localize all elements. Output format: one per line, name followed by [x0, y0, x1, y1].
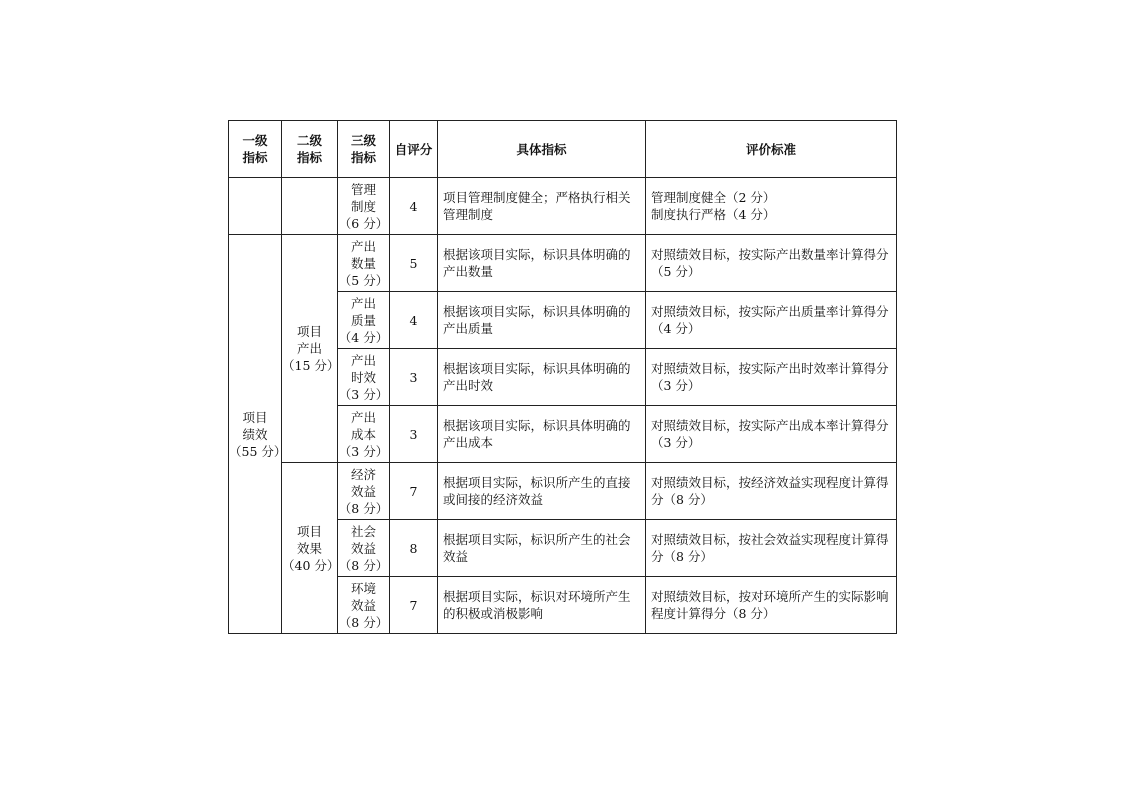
criteria-cell: 对照绩效目标，按实际产出成本率计算得分（3 分） [646, 406, 897, 463]
score-cell: 3 [390, 349, 438, 406]
indicator-cell: 根据项目实际，标识对环境所产生的积极或消极影响 [438, 577, 646, 634]
criteria-cell: 对照绩效目标，按实际产出数量率计算得分（5 分） [646, 235, 897, 292]
criteria-cell: 对照绩效目标，按实际产出时效率计算得分（3 分） [646, 349, 897, 406]
level2-project-effect: 项目 效果 （40 分） [282, 463, 338, 634]
level3-cell: 产出 质量 （4 分） [338, 292, 390, 349]
header-indicator: 具体指标 [438, 121, 646, 178]
indicator-cell: 根据项目实际，标识所产生的社会效益 [438, 520, 646, 577]
score-cell: 7 [390, 577, 438, 634]
criteria-cell: 对照绩效目标，按实际产出质量率计算得分（4 分） [646, 292, 897, 349]
indicator-cell: 根据该项目实际，标识具体明确的产出时效 [438, 349, 646, 406]
criteria-cell: 管理制度健全（2 分） 制度执行严格（4 分） [646, 178, 897, 235]
score-cell: 5 [390, 235, 438, 292]
level3-cell: 产出 数量 （5 分） [338, 235, 390, 292]
level3-cell: 环境 效益 （8 分） [338, 577, 390, 634]
criteria-cell: 对照绩效目标，按对环境所产生的实际影响程度计算得分（8 分） [646, 577, 897, 634]
level3-cell: 产出 时效 （3 分） [338, 349, 390, 406]
table-row [229, 235, 897, 292]
score-cell: 4 [390, 178, 438, 235]
indicator-cell: 根据该项目实际，标识具体明确的产出数量 [438, 235, 646, 292]
criteria-cell: 对照绩效目标，按社会效益实现程度计算得分（8 分） [646, 520, 897, 577]
indicator-cell: 根据项目实际，标识所产生的直接或间接的经济效益 [438, 463, 646, 520]
score-cell: 7 [390, 463, 438, 520]
empty-level2-cell [282, 178, 338, 235]
score-cell: 8 [390, 520, 438, 577]
table-row [229, 463, 897, 520]
header-level3: 三级 指标 [338, 121, 390, 178]
score-cell: 3 [390, 406, 438, 463]
indicator-cell: 根据该项目实际，标识具体明确的产出成本 [438, 406, 646, 463]
score-cell: 4 [390, 292, 438, 349]
header-row [229, 121, 897, 178]
level1-project-performance: 项目 绩效 （55 分） [229, 235, 282, 634]
empty-level1-cell [229, 178, 282, 235]
header-level2: 二级 指标 [282, 121, 338, 178]
criteria-cell: 对照绩效目标，按经济效益实现程度计算得分（8 分） [646, 463, 897, 520]
level3-cell: 产出 成本 （3 分） [338, 406, 390, 463]
evaluation-table [228, 120, 897, 634]
level3-cell: 社会 效益 （8 分） [338, 520, 390, 577]
level2-project-output: 项目 产出 （15 分） [282, 235, 338, 463]
level3-cell: 经济 效益 （8 分） [338, 463, 390, 520]
header-level1: 一级 指标 [229, 121, 282, 178]
indicator-cell: 项目管理制度健全；严格执行相关管理制度 [438, 178, 646, 235]
table-row [229, 178, 897, 235]
header-criteria: 评价标准 [646, 121, 897, 178]
header-self-score: 自评分 [390, 121, 438, 178]
level3-cell: 管理 制度 （6 分） [338, 178, 390, 235]
indicator-cell: 根据该项目实际，标识具体明确的产出质量 [438, 292, 646, 349]
